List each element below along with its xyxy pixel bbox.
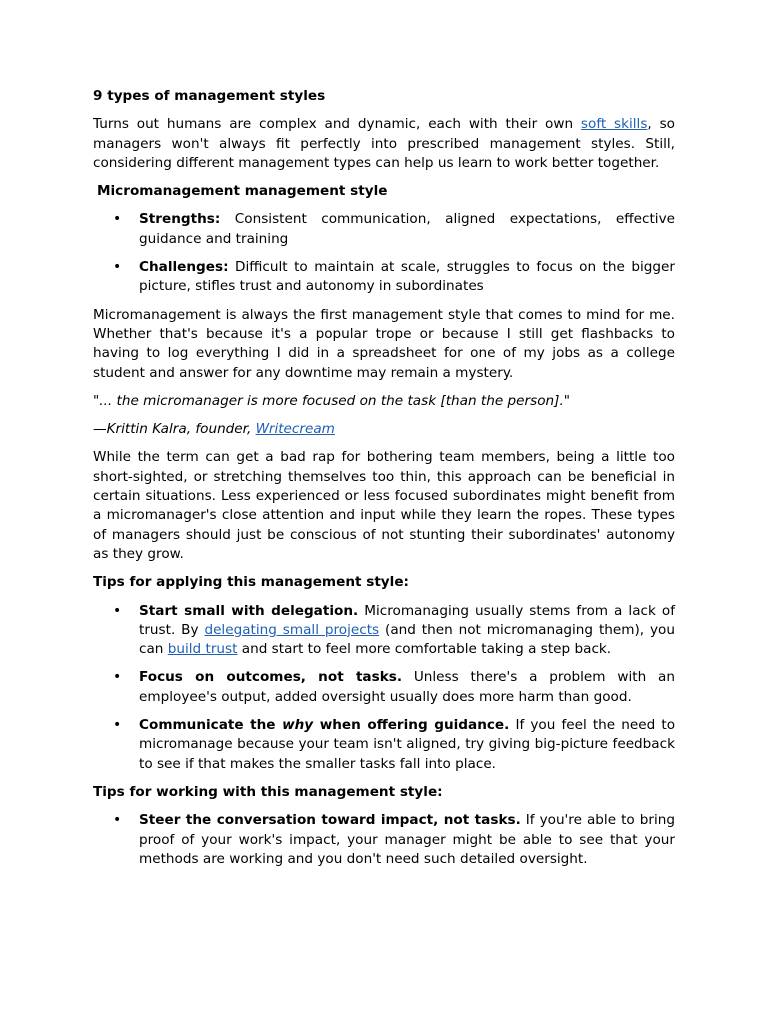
strengths-challenges-list xyxy=(93,210,675,296)
page-title: 9 types of management styles xyxy=(93,88,326,104)
tip-text: (and then not micromanaging them), you can xyxy=(139,621,675,658)
list-item xyxy=(93,258,675,297)
tip-text: If you're able to bring proof of your work's impact, your manager might be able to see that your methods are working and you don't need such detailed oversight. xyxy=(139,812,675,867)
tip-text: Micromanaging usually stems from a lack of trust. By xyxy=(139,602,675,638)
bullet-text: Consistent communication, aligned expectations, effective guidance and training xyxy=(139,211,675,247)
list-item xyxy=(93,602,675,660)
bullet-label: Challenges: xyxy=(139,259,229,276)
tip-text: Unless there's a problem with an employee's output, added oversight usually does more harm than good. xyxy=(139,669,675,705)
tips-apply-list xyxy=(93,602,675,774)
list-item xyxy=(93,716,675,774)
tip-label-part: when offering guidance. xyxy=(313,717,510,734)
tip-label: Focus on outcomes, not tasks. xyxy=(139,669,402,686)
bullet-text: Difficult to maintain at scale, struggles to focus on the bigger picture, stifles trust and autonomy in subordinates xyxy=(139,259,675,295)
bullet-label: Strengths: xyxy=(139,211,221,228)
intro-text: Turns out humans are complex and dynamic, each with their own xyxy=(93,116,581,133)
tip-label-emphasis: why xyxy=(282,717,314,734)
tip-text: If you feel the need to micromanage because your team isn't aligned, try giving big-picture feedback to see if that makes the smaller tasks fall into place. xyxy=(139,717,676,772)
build-trust-link[interactable]: build trust xyxy=(167,641,238,658)
intro-text-cont: , so managers won't always fit perfectly into prescribed management styles. Still, considering different management types can help us learn to work better together. xyxy=(93,116,675,171)
tip-label: Steer the conversation toward impact, not tasks. xyxy=(139,812,521,829)
document-body xyxy=(93,87,675,878)
attribution xyxy=(93,420,675,439)
tip-label-part: Communicate the xyxy=(139,717,283,734)
body-paragraph: Micromanagement is always the first management style that comes to mind for me. Whether that's because it's a popular trope or because I still get flashbacks to having to log everything I did in a spreadsheet for one of my jobs as a college student and answer for any downtime may remain a mystery. xyxy=(93,306,675,381)
tips-work-heading: Tips for working with this management style: xyxy=(93,783,443,800)
tip-label xyxy=(139,717,509,733)
soft-skills-link[interactable]: soft skills xyxy=(580,116,648,133)
attribution-text: —Krittin Kalra, founder, xyxy=(93,421,256,438)
list-item xyxy=(93,668,675,707)
intro-paragraph xyxy=(93,115,675,173)
quote: "... the micromanager is more focused on the task [than the person]." xyxy=(93,392,571,409)
body-paragraph: While the term can get a bad rap for bothering team members, being a little too short-sighted, or stretching themselves too thin, this approach can be beneficial in certain situations. Less experienced or less focused subordinates might benefit from a micromanager's close attention and input while they learn the ropes. These types of managers should just be conscious of not stunting their subordinates' autonomy as they grow. xyxy=(93,449,675,562)
section-heading: Micromanagement management style xyxy=(97,183,388,200)
tips-apply-heading: Tips for applying this management style: xyxy=(93,574,409,591)
delegating-small-projects-link[interactable]: delegating small projects xyxy=(204,621,380,638)
writecream-link[interactable]: Writecream xyxy=(255,421,335,438)
tips-work-list xyxy=(93,811,675,869)
tip-label: Start small with delegation. xyxy=(139,602,359,619)
list-item xyxy=(93,210,675,249)
tip-text: and start to feel more comfortable taking a step back. xyxy=(237,641,612,658)
list-item xyxy=(93,811,675,869)
